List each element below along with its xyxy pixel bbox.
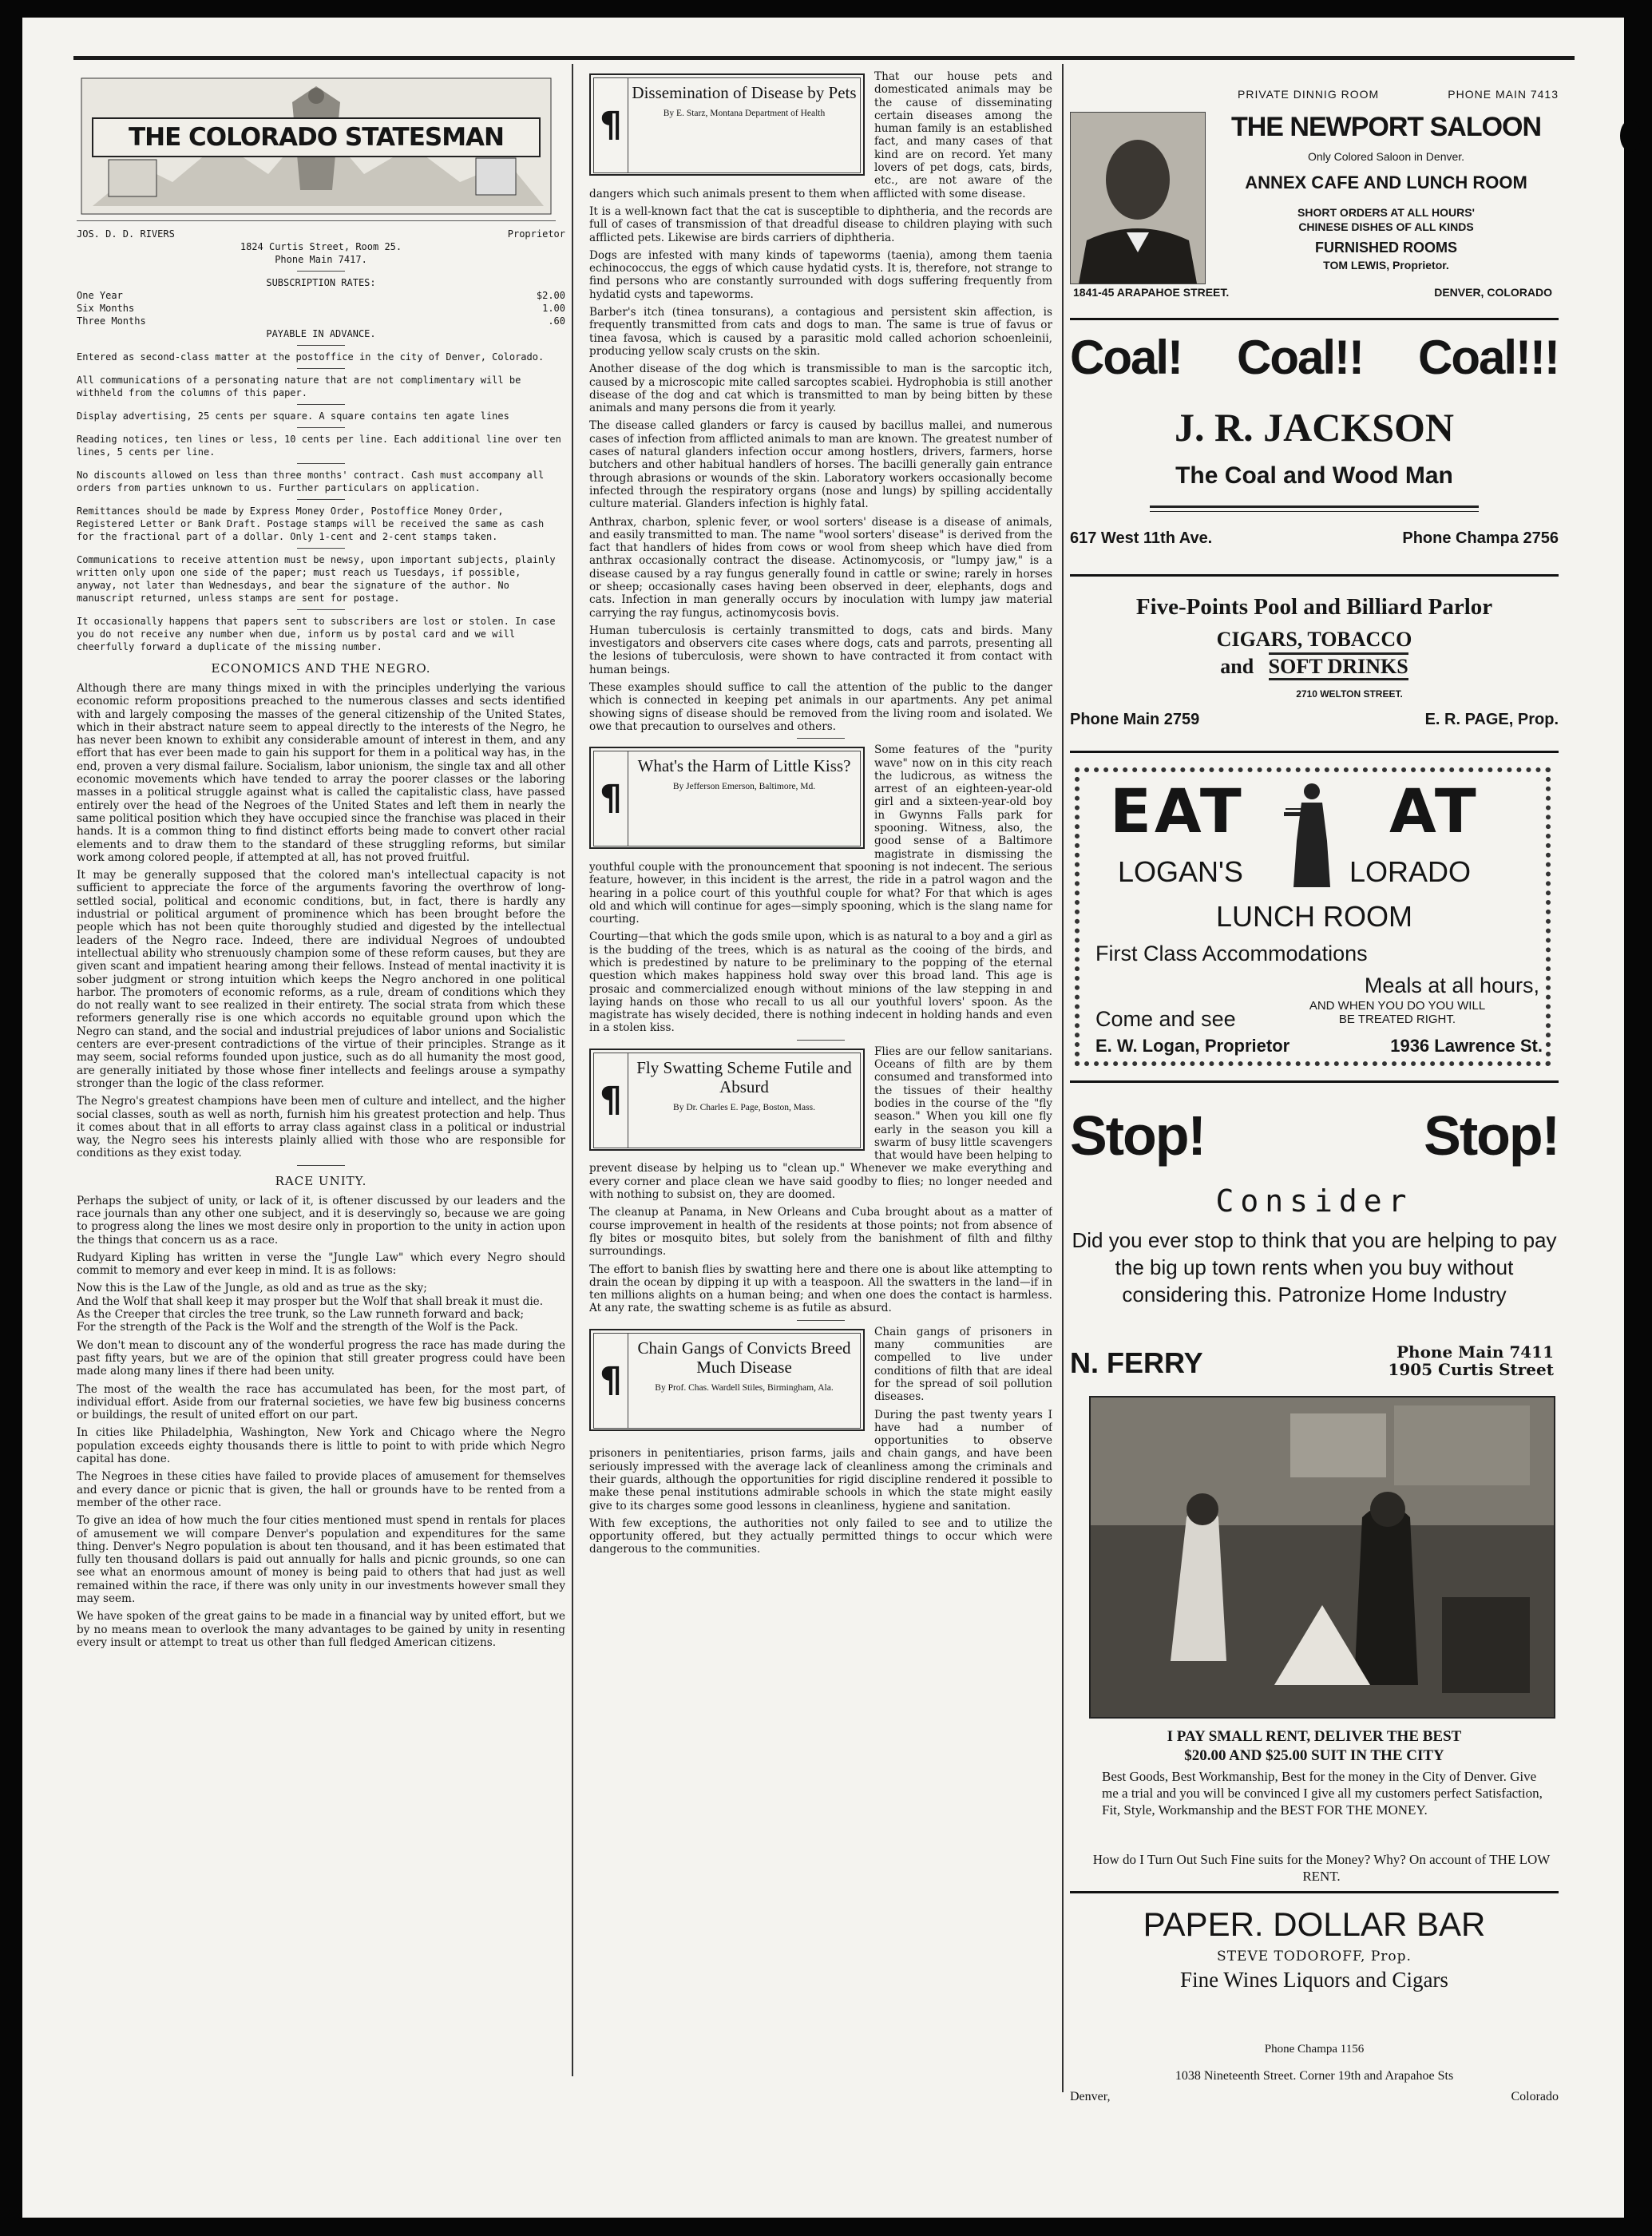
paperdollar-line: Fine Wines Liquors and Cigars <box>1180 1968 1448 1992</box>
article-byline: By Prof. Chas. Wardell Stiles, Birmingham, Ala. <box>655 1382 834 1393</box>
fivepoints-phone: Phone Main 2759 <box>1070 711 1200 728</box>
article-title: What's the Harm of Little Kiss? <box>637 756 851 776</box>
ferry-body: Did you ever stop to think that you are helping to pay the big up town rents when you buy without considering this. Patronize Home Industry <box>1072 1228 1557 1306</box>
paperdollar-phone: Phone Champa 1156 <box>1264 2043 1365 2056</box>
ferry-phone: Phone Main 7411 <box>1396 1342 1554 1362</box>
paragraph: Chain gangs of prisoners in many communities are compelled to live under conditions of filth that are ideal for the spread of soil pollution diseases. <box>874 1325 1052 1404</box>
editorial-body <box>77 1195 565 1650</box>
fivepoints-address: 2710 WELTON STREET. <box>1296 688 1403 700</box>
article-title-box <box>589 1049 865 1151</box>
paragraph: Flies are our fellow sanitarians. Oceans of filth are by them consumed and transformed into the tissues of their healthy bodies in the course of the "fly season." When you kill one fly early in the season you kill a swarm of busy little scavengers that would have been helping to prevent disease by helping us to "clean up." Whenever we make everything and every corner and place clean we have said goodby to flies; no longer needed and with nothing to subsist on, they are doomed. <box>589 1045 1052 1202</box>
paragraph: That our house pets and domesticated animals may be the cause of disseminating certain diseases among the human family is an established fact, and many cases of that kind are on record. Yet many lovers of pet dogs, cats, birds, etc., are not aware of the dangers which such animals present to them when afflicted with some disease. <box>589 70 1052 200</box>
rate-row <box>77 289 565 302</box>
ad-coal-jackson <box>1070 320 1559 577</box>
verse-line: Now this is the Law of the Jungle, as old and as true as the sky; <box>77 1282 427 1295</box>
divider <box>797 1040 845 1041</box>
paragraph: The most of the wealth the race has accumulated has been, for the most part, of individual effort. Aside from our fraternal societies, we have few big business concerns or buildings, the result of united effort on our part. <box>77 1382 565 1422</box>
paragraph: Human tuberculosis is certainly transmitted to dogs, cats and birds. Many investigators and observers cite cases where dogs, cats and parrots, presenting all the lesions of tuberculosis, were shown to have contracted it from contact with human beings. <box>589 624 1052 676</box>
verse-line: For the strength of the Pack is the Wolf and the strength of the Wolf is the Pack. <box>77 1321 518 1334</box>
paragraph: The disease called glanders or farcy is caused by bacillus mallei, and numerous cases of infection from afflicted animals to man are known. The greatest number of cases of natural glanders infection occur among hostlers, drivers, farmers, horse butchers and other habitual handlers of horses. The bacilli generally gain entrance through abrasions or wounds of the skin. Laboratory workers occasionally become infected through the respiratory organs (nose and lungs) by spilling accidentally culture material. Glanders infection is highly fatal. <box>589 419 1052 511</box>
pilcrow-icon: ¶ <box>594 1334 628 1428</box>
paragraph: These examples should suffice to call the attention of the public to the danger which is connected in keeping pet animals in our apartments. Any pet animal showing signs of disease should be removed from the living room and isolated. We owe that precaution to ourselves and others. <box>589 681 1052 733</box>
paragraph: During the past twenty years I have had a number of opportunities to observe prisoners in penitentiaries, prison farms, jails and chain gangs, and have been seriously impressed with the average lack of cleanliness among the criminals and their guards, although the opportunities for rigid discipline rendered it possible to make these penal institutions admirable schools in which the state might easily give to its charges some good lessons in cleanliness, hygiene and sanitation. <box>589 1408 1052 1512</box>
rate-price: 1.00 <box>542 303 565 314</box>
ferry-suits: $20.00 AND $25.00 SUIT IN THE CITY <box>1184 1747 1444 1764</box>
paragraph: It is a well-known fact that the cat is susceptible to diphtheria, and the records are full of cases of transmission of that dreadful disease to children playing with such afflicted pets. Likewise are birds carriers of diphtheria. <box>589 204 1052 244</box>
waiter-icon <box>1284 777 1340 889</box>
paragraph: Dogs are infested with many kinds of tapeworms (taenia), among them taenia echinococcus, the eggs of which cause hydatid cysts. It is, therefore, not strange to find persons who are constantly surrounded with dogs suffering frequently from hydatid cysts and tapeworms. <box>589 248 1052 301</box>
divider <box>1150 505 1479 512</box>
newport-top-left: PRIVATE DINNIG ROOM <box>1238 88 1380 101</box>
paragraph: Anthrax, charbon, splenic fever, or wool sorters' disease is a disease of animals, and easily transmitted to man. The name "wool sorters' disease" is derived from the fact that handlers of hides from cows or wool from sheep which have died from anthrax occasionally contract the disease. Actinomycosis, or "lumpy jaw," is a disease caused by a ray fungus generally found in cattle or swine; rarely in horses or sheep; occasionally cases having been observed in deer, elephants, dogs and cats. Infection in man generally occurs by inoculation with lumpy jaw material carrying the ray fungus, actinomycosis bovis. <box>589 515 1052 620</box>
divider <box>297 345 345 346</box>
fivepoints-line: CIGARS, TOBACCO <box>1216 628 1412 651</box>
column-left <box>77 70 565 2067</box>
paragraph: Some features of the "purity wave" now on in this city reach the ludicrous, as witness the arrest of an eighteen-year-old girl and a sixteen-year-old boy in Gwynns Falls park for spooning. Witness, also, the good sense of a Baltimore magistrate in dismissing the youthful couple with the pronouncement that spooning is not indecent. The serious feature, however, in this incident is the arrest, the ride in a patrol wagon and the hearing in a police court of this youthful couple for what? For that which is ages old and which will continue for ages—simply spooning, which is the slang name for courting. <box>589 743 1052 926</box>
editorial-body <box>77 682 565 1160</box>
notice: Entered as second-class matter at the postoffice in the city of Denver, Colorado. <box>77 351 545 363</box>
fivepoints-and: and <box>1220 655 1254 678</box>
coal-word: Coal!! <box>1237 331 1363 384</box>
tailor-shop-scene <box>1091 1398 1554 1717</box>
divider <box>297 609 345 610</box>
logan-come: Come and see <box>1095 1007 1236 1031</box>
newport-line: SHORT ORDERS AT ALL HOURS' <box>1297 206 1475 219</box>
masthead <box>77 70 556 221</box>
verse <box>77 1282 565 1334</box>
paperdollar-city: Denver, <box>1070 2090 1111 2103</box>
newport-proprietor: TOM LEWIS, Proprietor. <box>1323 259 1449 272</box>
logan-when: BE TREATED RIGHT. <box>1338 1013 1456 1026</box>
paperdollar-footer <box>1070 2043 1559 2104</box>
tailor-shop-photo <box>1089 1396 1555 1719</box>
column-middle <box>589 70 1052 2067</box>
logan-lunch-room: LUNCH ROOM <box>1215 900 1412 933</box>
logan-treated <box>1254 999 1541 1026</box>
paperdollar-proprietor: STEVE TODOROFF, Prop. <box>1217 1949 1412 1964</box>
divider <box>297 463 345 464</box>
logan-proprietor: E. W. Logan, Proprietor <box>1095 1036 1290 1056</box>
paragraph: The effort to banish flies by swatting here and there one is about like attempting to drain the ocean by dipping it up with a teaspoon. All the swatters in the land—if in ten millions alights on a human being; and when one does the contact is harmless. At any rate, the swatting scheme is as futile as absurd. <box>589 1263 1052 1315</box>
logan-at: AT <box>1389 775 1480 846</box>
notice: All communications of a personating nature that are not complimentary will be withheld from the columns of this paper. <box>77 375 521 398</box>
paragraph: The Negroes in these cities have failed to provide places of amusement for themselves and every dance or picnic that is given, the hall or grounds have to be rented from a member of the other race. <box>77 1470 565 1509</box>
office-address: 1824 Curtis Street, Room 25. <box>240 241 402 252</box>
paragraph: The Negro's greatest champions have been men of culture and intellect, and the higher social classes, south as well as north, furnish him his greatest protection and help. Thus it comes about that in all efforts to array class against class in a political or industrial way, the Negro sees his interests plainly allied with those who are responsible for conditions as they exist today. <box>77 1095 565 1160</box>
notice: Remittances should be made by Express Money Order, Postoffice Money Order, Registered Letter or Bank Draft. Postage stamps will be received the same as cash for the fractional part of a dollar. Only 1-cent and 2-cent stamps taken. <box>77 505 545 542</box>
portrait-figure <box>1071 113 1205 283</box>
article <box>589 743 1052 1035</box>
masthead-title: THE COLORADO STATESMAN <box>129 123 504 152</box>
paragraph: To give an idea of how much the four cities mentioned must spend in rentals for places of amusement we will compare Denver's population and expenditures for the same thing. Denver's Negro population is about ten thousand, and it has been estimated that fully ten thousand dollars is paid out annually for halls and picnic grounds, so one can see what an enormous amount of money is being paid to others that had just as well remained within the race, if there was only unity in our investments however small they may seem. <box>77 1514 565 1605</box>
paragraph: Courting—that which the gods smile upon, which is as natural to a boy and a girl as is the budding of the trees, which is as natural as the cooing of the birds, and which is predestined by nature to be preliminary to the popping of the eternal question which makes happiness hold sway over this broad land. This age is prosaic and commercialized enough without minions of the law stepping in and laying hands on those who recall to us all our youthful lovers' spoon. As the magistrate has wisely decided, there is nothing indecent in holding hands and even in a stolen kiss. <box>589 930 1052 1035</box>
paperdollar-address: 1038 Nineteenth Street. Corner 19th and Arapahoe Sts <box>1175 2069 1454 2083</box>
paragraph: Barber's itch (tinea tonsurans), a contagious and persistent skin affection, is frequently transmitted from cats and dogs to man. The same is true of favus or tinea favosa, which is caused by a parasitic mold called achorion schoenleinii, producing yellow scaly crusts on the skin. <box>589 306 1052 358</box>
article-title: Fly Swatting Scheme Futile and Absurd <box>636 1057 852 1096</box>
paragraph: Another disease of the dog which is transmissible to man is the sarcoptic itch, caused by a microscopic mite called sarcoptes scabiei. Hydrophobia is still another disease of the dog and cat which is transmitted to man by being bitten by these animals and many persons die from it yearly. <box>589 363 1052 415</box>
coal-contact-row <box>1070 529 1559 548</box>
fivepoints-name: Five-Points Pool and Billiard Parlor <box>1135 594 1493 620</box>
paragraph: We have spoken of the great gains to be made in a financial way by united effort, but we by no means mean to overlook the many advantages to be gained by unity in resenting every insult or attempt to treat us other than full fledged American citizens. <box>77 1610 565 1649</box>
fivepoints-soft-drinks: SOFT DRINKS <box>1269 652 1408 680</box>
coal-tagline: The Coal and Wood Man <box>1175 462 1453 489</box>
divider <box>297 427 345 428</box>
office-phone: Phone Main 7417. <box>275 254 367 265</box>
ferry-copy: Best Goods, Best Workmanship, Best for the money in the City of Denver. Give me a trial and you will be convinced I give all my customers perfect Satisfaction, Fit, Style, Workmanship and the BEST FOR THE MONEY. <box>1102 1769 1543 1818</box>
paragraph: We don't mean to discount any of the wonderful progress the race has made during the past fifty years, but we are of the opinion that still greater progress could have been made along many lines if there had been unity. <box>77 1338 565 1378</box>
ferry-rent: I PAY SMALL RENT, DELIVER THE BEST <box>1167 1728 1462 1745</box>
paragraph: Although there are many things mixed in with the principles underlying the various economic reform propositions preached to the numerous classes and sects identified with and largely composing the masses of the general citizenship of the United States, which in their abstract nature seem to appeal directly to the interests of the Negro, he has never been known to exhibit any considerable amount of interest in them, and any effort that has ever been made to gain his support for them in a political way has, in the end, proven a very dismal failure. Socialism, labor unionism, the single tax and all other economic movements which have tended to array the poorer classes or the laboring masses in a political struggle against what is called the capitalistic class, have passed entirely over the head of the Negroes of the United States and left them in nearly the same political position which they have occupied since the franchise was placed in their hands. It is a common thing to find distinct efforts being made to convert other racial elements and to draw them to the standard of these struggling reforms, but similar work among colored people, if attempted at all, has not proved fruitful. <box>77 682 565 864</box>
rate-price: $2.00 <box>536 290 565 301</box>
proprietor-label: Proprietor <box>507 228 565 240</box>
pilcrow-icon: ¶ <box>594 751 628 846</box>
article-title: Chain Gangs of Convicts Breed Much Disease <box>637 1338 851 1377</box>
verse-line: As the Creeper that circles the tree trunk, so the Law runneth forward and back; <box>77 1308 525 1322</box>
divider <box>297 1165 345 1166</box>
notice: Communications to receive attention must be newsy, upon important subjects, plainly written only upon one side of the paper; must reach us Tuesdays, if possible, anyway, not later than Wednesdays, and bear the signature of the author. No manuscript returned, unless stamps are sent for postage. <box>77 554 556 604</box>
newport-topline <box>1238 88 1559 101</box>
pilcrow-icon: ¶ <box>594 1053 628 1148</box>
ferry-consider: Consider <box>1215 1183 1413 1219</box>
logan-eat: EAT <box>1110 775 1245 846</box>
coal-address: 617 West 11th Ave. <box>1070 529 1213 547</box>
ferry-contact <box>1388 1343 1554 1378</box>
top-rule <box>73 56 1575 60</box>
ferry-address: 1905 Curtis Street <box>1388 1360 1554 1379</box>
paragraph: It may be generally supposed that the colored man's intellectual capacity is not sufficient to appreciate the force of the arguments favoring the overthrow of long-settled social, political and economic conditions, but, in fact, there is hardly any industrial or political argument of prominence which has been brought before the people which has not been quite thoroughly studied and digested by the intellectual leaders of the Negro race. Indeed, there are individual Negroes of undoubted intellectual ability who strenuously champion some of these reform causes, but they are given scant and impatient hearing among their fellows. Instead of mental inactivity it is sober judgment or strong intuition which keeps the Negro anchored in one political harbor. The promoters of economic reforms, as a rule, dream of conditions which they do not really want to see realized in their entirety. The social strata from which these reformers generally rise is one which accords no equitable ground upon which the Negro can stand, and the social and industrial prejudices of labor unions and Socialistic centers are ever-present contradictions of the virtue of their principles. Strange as it may seem, social reforms founded upon justice, such as do all humanity the most good, are generally initiated by those whose finer intellects and feelings arouse a sympathy stronger than the logic of the class reformer. <box>77 869 565 1090</box>
newport-address-row <box>1073 286 1552 299</box>
fivepoints-proprietor: E. R. PAGE, Prop. <box>1424 711 1559 728</box>
paperdollar-city-row <box>1070 2090 1559 2104</box>
divider <box>297 404 345 405</box>
paragraph: Rudyard Kipling has written in verse the "Jungle Law" which every Negro should commit to memory and ever keep in mind. It is as follows: <box>77 1251 565 1278</box>
rate-label: One Year <box>77 290 123 301</box>
article-title: Dissemination of Disease by Pets <box>632 83 857 102</box>
article-title-box <box>589 73 865 176</box>
subscription-heading: SUBSCRIPTION RATES: <box>266 277 376 288</box>
divider <box>797 1320 845 1321</box>
column-ads <box>1070 70 1559 2115</box>
column-rule <box>1062 64 1064 2092</box>
verse-line: And the Wolf that shall keep it may prosper but the Wolf that shall break it must die. <box>77 1294 544 1308</box>
newport-rooms: FURNISHED ROOMS <box>1314 240 1457 256</box>
divider <box>297 271 345 272</box>
notice: No discounts allowed on less than three months' contract. Cash must accompany all orders from parties unknown to us. Further particulars on application. <box>77 470 545 494</box>
logan-address: 1936 Lawrence St. <box>1390 1036 1543 1056</box>
coal-row <box>1070 330 1559 385</box>
newport-city: DENVER, COLORADO <box>1434 286 1552 299</box>
column-rule <box>572 64 573 2076</box>
ferry-stop: Stop! <box>1424 1104 1559 1167</box>
proprietor-name: JOS. D. D. RIVERS <box>77 228 175 240</box>
divider <box>297 368 345 369</box>
article-byline: By Dr. Charles E. Page, Boston, Mass. <box>673 1102 815 1112</box>
divider <box>797 738 845 739</box>
logan-name-left: LOGAN'S <box>1118 855 1243 888</box>
fivepoints-contact-row <box>1070 711 1559 729</box>
rate-label: Three Months <box>77 315 146 327</box>
portrait-photo <box>1070 112 1206 284</box>
article-byline: By Jefferson Emerson, Baltimore, Md. <box>672 782 816 792</box>
pilcrow-icon: ¶ <box>594 78 628 172</box>
paragraph: In cities like Philadelphia, Washington, New York and Chicago where the Negro population exceeds eighty thousands there is little to point to with pride which Negro capital has done. <box>77 1426 565 1466</box>
paperdollar-name: PAPER. DOLLAR BAR <box>1143 1905 1486 1943</box>
divider <box>1070 1891 1559 1893</box>
coal-word: Coal!!! <box>1418 331 1559 384</box>
notice: Reading notices, ten lines or less, 10 cents per line. Each additional line over ten lines, 5 cents per line. <box>77 434 561 458</box>
ferry-question: How do I Turn Out Such Fine suits for the Money? Why? On account of THE LOW RENT. <box>1092 1852 1551 1884</box>
ad-logans-lunch <box>1070 753 1559 1083</box>
coal-word: Coal! <box>1070 331 1182 384</box>
article-title-box <box>589 1329 865 1431</box>
paragraph: The cleanup at Panama, in New Orleans and Cuba brought about as a matter of course improvement in health of the residents at those points; not from absence of fly bites or mosquito bites, but solely from the banishment of filth and filthy surroundings. <box>589 1206 1052 1259</box>
editorial-heading: RACE UNITY. <box>275 1173 367 1188</box>
newport-annex: ANNEX CAFE AND LUNCH ROOM <box>1245 172 1527 192</box>
editorial-heading: ECONOMICS AND THE NEGRO. <box>211 661 431 676</box>
newport-address: 1841-45 ARAPAHOE STREET. <box>1073 286 1230 299</box>
payable-notice: PAYABLE IN ADVANCE. <box>266 328 376 339</box>
ad-five-points <box>1070 577 1559 753</box>
article-title-box <box>589 747 865 849</box>
fivepoints-drinks <box>1070 655 1559 679</box>
divider <box>297 548 345 549</box>
logan-name-right: LORADO <box>1349 855 1472 888</box>
paragraph: With few exceptions, the authorities not only failed to see and to utilize the opportunity offered, but they actually permitted things to occur which were dangerous to the communities. <box>589 1516 1052 1556</box>
logan-when: AND WHEN YOU DO YOU WILL <box>1309 999 1486 1013</box>
ferry-stop-row <box>1070 1104 1559 1168</box>
ad-n-ferry <box>1070 1083 1559 2009</box>
ferry-name: N. FERRY <box>1070 1346 1203 1379</box>
paperdollar-state: Colorado <box>1511 2090 1559 2103</box>
article <box>589 1045 1052 1315</box>
article <box>589 1326 1052 1556</box>
rate-row <box>77 315 565 327</box>
ad-newport-saloon <box>1070 70 1559 320</box>
newport-tagline: Only Colored Saloon in Denver. <box>1307 150 1465 163</box>
newport-top-right: PHONE MAIN 7413 <box>1448 88 1559 101</box>
logan-footer <box>1095 1036 1543 1057</box>
page-edge-mark <box>1620 120 1641 152</box>
coal-phone: Phone Champa 2756 <box>1402 529 1559 547</box>
newport-name: THE NEWPORT SALOON <box>1230 112 1542 142</box>
ferry-stop: Stop! <box>1070 1104 1205 1167</box>
notice: It occasionally happens that papers sent to subscribers are lost or stolen. In case you do not receive any number when due, inform us by postal card and we will cheerfully forward a duplicate of the missing number. <box>77 616 556 652</box>
coal-dealer-name: J. R. JACKSON <box>1174 405 1455 450</box>
paragraph: Perhaps the subject of unity, or lack of it, is oftener discussed by our leaders and the race journals than any other one subject, and it is deservingly so, because we are going to progress along the lines we most desire only in proportion to the unity in action upon the things that concern us as a race. <box>77 1194 565 1247</box>
newport-line: CHINESE DISHES OF ALL KINDS <box>1298 220 1474 233</box>
rate-label: Six Months <box>77 303 135 314</box>
notice: Display advertising, 25 cents per square. A square contains ten agate lines <box>77 410 509 422</box>
logan-accommodations: First Class Accommodations <box>1095 942 1368 965</box>
article-byline: By E. Starz, Montana Department of Health <box>663 109 826 118</box>
article <box>589 70 1052 733</box>
rate-row <box>77 302 565 315</box>
rate-price: .60 <box>548 315 565 327</box>
divider <box>297 499 345 500</box>
logan-meals: Meals at all hours, <box>1364 973 1539 997</box>
publisher-info <box>77 228 565 653</box>
